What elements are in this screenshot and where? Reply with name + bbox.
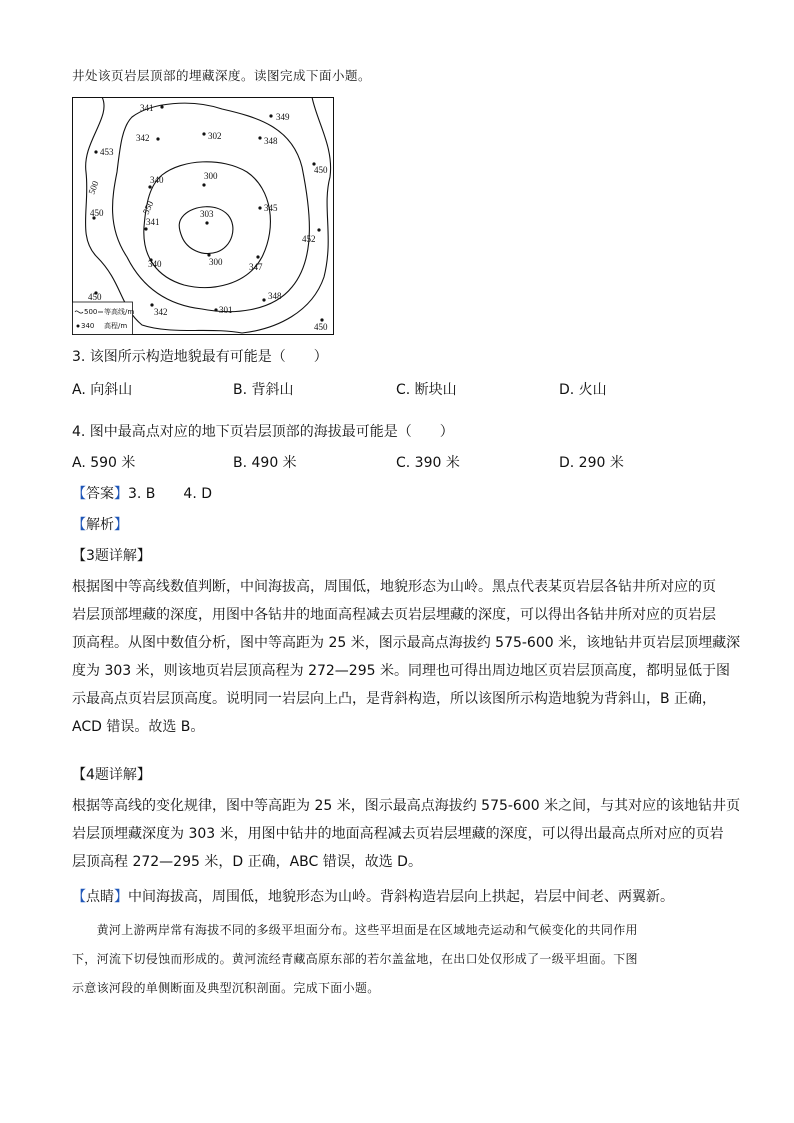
elevation-point <box>256 255 259 258</box>
elevation-label: 301 <box>219 305 233 315</box>
next-passage-line: 黄河上游两岸常有海拔不同的多级平坦面分布。这些平坦面是在区域地壳运动和气候变化的共同作用 <box>72 923 638 937</box>
elevation-label: 348 <box>268 291 282 301</box>
contour-label-500: 500 <box>86 179 101 196</box>
elevation-label: 341 <box>140 103 154 113</box>
q3-detail-line: ACD 错误。故选 B。 <box>72 719 205 735</box>
legend-point-value: 340 <box>81 322 95 330</box>
elevation-label: 342 <box>136 133 150 143</box>
q3-detail-tag: 3题详解 <box>86 548 137 564</box>
q4-option-d: D. 290 米 <box>559 455 624 471</box>
elevation-label: 302 <box>208 131 222 141</box>
q3-option-d: D. 火山 <box>559 382 607 398</box>
q3-detail-line: 根据图中等高线数值判断，中间海拔高，周围低，地貌形态为山岭。黑点代表某页岩层各钻井所对应的页 <box>72 579 716 595</box>
q3-option-c: C. 断块山 <box>396 382 457 398</box>
q3-option-a: A. 向斜山 <box>72 382 133 398</box>
elevation-point <box>262 298 265 301</box>
elevation-point <box>258 136 261 139</box>
next-passage-line: 示意该河段的单侧断面及典型沉积剖面。完成下面小题。 <box>72 981 380 995</box>
q3-detail-body <box>72 573 741 741</box>
elevation-point <box>94 150 97 153</box>
elevation-label: 453 <box>100 147 114 157</box>
elevation-point <box>160 105 163 108</box>
answer-tag: 答案 <box>86 486 114 502</box>
tip-text: 中间海拔高，周围低，地貌形态为山岭。背斜构造岩层向上拱起，岩层中间老、两翼新。 <box>128 889 674 905</box>
elevation-label: 342 <box>154 307 168 317</box>
next-passage <box>72 916 732 1003</box>
intro-text: 井处该页岩层顶部的埋藏深度。读图完成下面小题。 <box>72 68 372 83</box>
contour-label-550: 550 <box>140 199 156 216</box>
q3-detail-line: 岩层顶部埋藏的深度，用图中各钻井的地面高程减去页岩层埋藏的深度，可以得出各钻井所对应的页岩层 <box>72 607 716 623</box>
elevation-label: 345 <box>264 203 278 213</box>
answer-text: 3. B 4. D <box>128 486 212 502</box>
analysis-heading: 【解析】 <box>72 517 128 533</box>
q4-detail-heading: 【4题详解】 <box>72 767 151 783</box>
q4-detail-line: 岩层顶埋藏深度为 303 米，用图中钻井的地面高程减去页岩层埋藏的深度，可以得出最高点所对应的页岩 <box>72 826 724 842</box>
elevation-point <box>156 137 159 140</box>
elevation-label: 340 <box>150 175 164 185</box>
elevation-label: 347 <box>249 262 263 272</box>
answer-line: 【答案】3. B 4. D <box>72 486 212 502</box>
elevation-label: 450 <box>314 165 328 175</box>
elevation-label: 300 <box>204 171 218 181</box>
elevation-point <box>258 206 261 209</box>
q4-option-c: C. 390 米 <box>396 455 460 471</box>
q4-option-b: B. 490 米 <box>233 455 297 471</box>
q3-detail-line: 顶高程。从图中数值分析，图中等高距为 25 米，图示最高点海拔约 575-600 米，该地钻井页岩层顶埋藏深 <box>72 635 741 651</box>
legend-contour-value: 500 <box>84 308 98 316</box>
elevation-point <box>317 228 320 231</box>
tip-tag: 点睛 <box>86 889 114 905</box>
elevation-label: 300 <box>209 257 223 267</box>
elevation-label: 303 <box>200 209 214 219</box>
elevation-label: 349 <box>276 112 290 122</box>
q4-detail-body <box>72 792 741 876</box>
elevation-point <box>202 132 205 135</box>
tip-line: 【点睛】中间海拔高，周围低，地貌形态为山岭。背斜构造岩层向上拱起，岩层中间老、两翼新。 <box>72 889 674 905</box>
analysis-tag: 解析 <box>86 517 114 533</box>
elevation-point <box>269 114 272 117</box>
q3-detail-heading: 【3题详解】 <box>72 548 151 564</box>
elevation-point <box>205 221 208 224</box>
q4-detail-tag: 4题详解 <box>86 767 137 783</box>
elevation-label: 340 <box>148 259 162 269</box>
elevation-point <box>148 185 151 188</box>
question-3-stem: 3. 该图所示构造地貌最有可能是（ ） <box>72 349 328 365</box>
elevation-label: 450 <box>90 208 104 218</box>
q4-option-a: A. 590 米 <box>72 455 136 471</box>
map-legend <box>73 302 135 335</box>
elevation-label: 450 <box>314 322 328 332</box>
next-passage-line: 下，河流下切侵蚀而形成的。黄河流经青藏高原东部的若尔盖盆地，在出口处仅形成了一级平坦面。下图 <box>72 952 638 966</box>
q4-detail-line: 层顶高程 272—295 米，D 正确，ABC 错误，故选 D。 <box>72 854 422 870</box>
q4-detail-line: 根据等高线的变化规律，图中等高距为 25 米，图示最高点海拔约 575-600 米之间，与其对应的该地钻井页 <box>72 798 741 814</box>
elevation-point <box>214 308 217 311</box>
q3-detail-line: 示最高点页岩层顶高度。说明同一岩层向上凸，是背斜构造，所以该图所示构造地貌为背斜山，B 正确， <box>72 691 717 707</box>
elevation-label: 452 <box>302 234 316 244</box>
elevation-point <box>144 227 147 230</box>
elevation-point <box>202 183 205 186</box>
q3-option-b: B. 背斜山 <box>233 382 294 398</box>
legend-point-label: 高程/m <box>104 322 128 330</box>
elevation-label: 450 <box>88 292 102 302</box>
contour-map <box>72 97 334 335</box>
legend-contour-label: 等高线/m <box>104 308 135 316</box>
q3-detail-line: 度为 303 米，则该地页岩层顶高程为 272—295 米。同理也可得出周边地区页岩层顶高度，都明显低于图 <box>72 663 730 679</box>
elevation-label: 348 <box>264 136 278 146</box>
elevation-label: 341 <box>146 217 160 227</box>
question-4-stem: 4. 图中最高点对应的地下页岩层顶部的海拔最可能是（ ） <box>72 424 454 440</box>
